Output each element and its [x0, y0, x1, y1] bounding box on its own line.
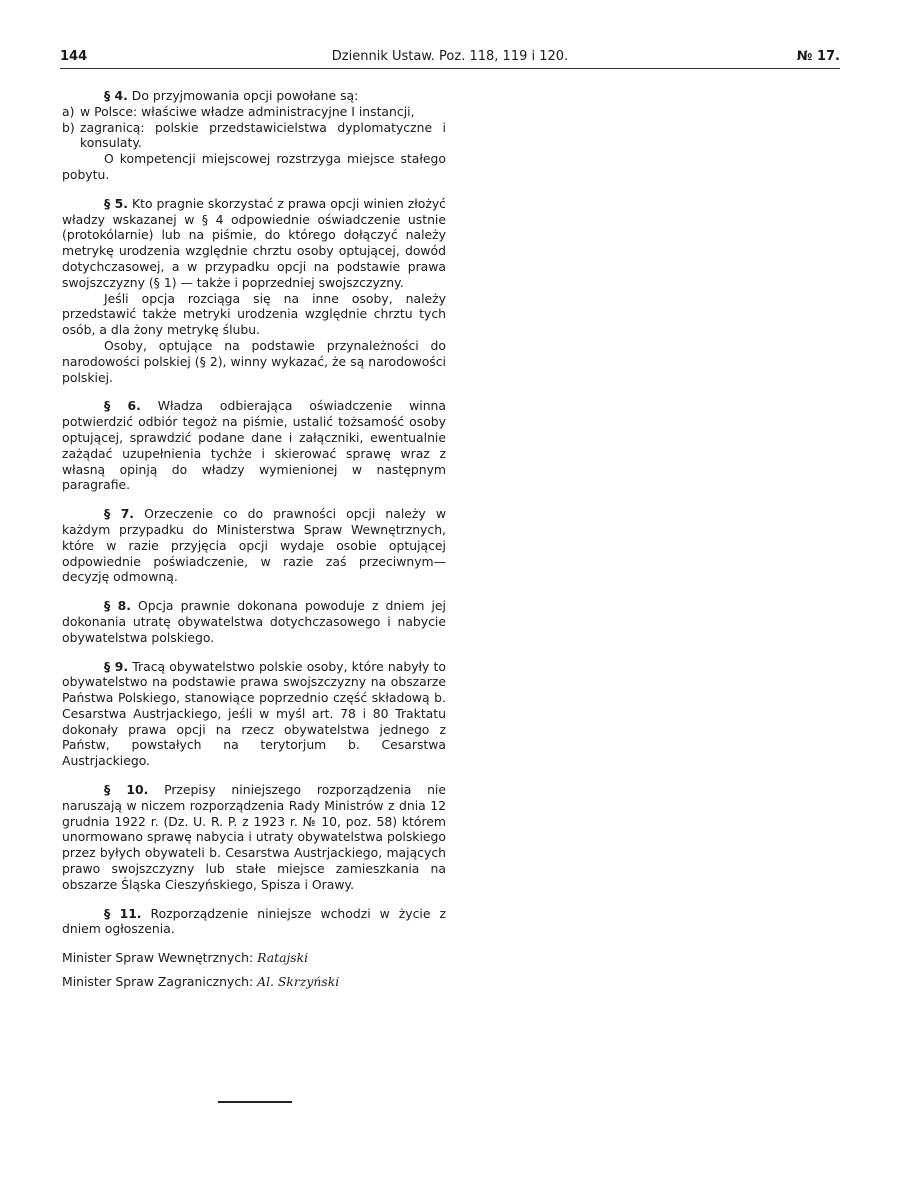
section-number: § 6.	[104, 398, 141, 414]
list-text: zagranicą: polskie przedstawicielstwa dyplomatyczne i konsulaty.	[80, 119, 446, 151]
section-number: § 7.	[104, 506, 135, 522]
text-column	[62, 88, 446, 990]
paragraph-text: Orzeczenie co do prawności opcji należy w każdym przypadku do Ministerstwa Spraw Wewnętrznych, które w razie przyjęcia opcji wydaje osobie optującej odpowiednie poświadczenie, w razie zaś przeciwnym—decyzję odmowną.	[62, 506, 446, 585]
paragraph-text: Opcja prawnie dokonana powoduje z dniem jej dokonania utratę obywatelstwa dotychczasowego i nabycie obywatelstwa polskiego.	[62, 598, 446, 645]
paragraph-text: Osoby, optujące na podstawie przynależności do narodowości polskiej (§ 2), winny wykazać, że są narodowości polskiej.	[62, 337, 446, 385]
paragraph-text: Władza odbierająca oświadczenie winna potwierdzić odbiór tegoż na piśmie, ustalić tożsamość osoby optującej, sprawdzić podane dane i załączniki, ewentualnie zażądać uzupełnienia tychże i skierować sprawę wraz z własną opinją do władzy wymienionej w następnym paragrafie.	[62, 398, 446, 493]
list-letter: b)	[62, 119, 75, 135]
paragraph-5	[62, 196, 446, 291]
issue-number: № 17.	[796, 49, 840, 64]
end-rule	[218, 1101, 292, 1103]
paragraph-text: O kompetencji miejscowej rozstrzyga miejsce stałego pobytu.	[62, 151, 446, 182]
section-number: § 10.	[104, 782, 149, 798]
paragraph-text: Kto pragnie skorzystać z prawa opcji winien złożyć władzy wskazanej w § 4 odpowiednie oświadczenie ustnie (protokólarnie) lub na piśmie, do którego dołączyć należy metrykę urodzenia względnie chrztu osoby optującej, dowód dotychczasowej, a w przypadku opcji na podstawie prawa swojszczyzny (§ 1) — także i poprzedniej swojszczyzny.	[62, 195, 446, 290]
list-text: w Polsce: właściwe władze administracyjne I instancji,	[80, 103, 415, 119]
section-number: § 5.	[104, 195, 128, 211]
list-item	[62, 104, 446, 120]
signature-name: Al. Skrzyński	[257, 974, 340, 990]
paragraph-4	[62, 88, 446, 104]
paragraph-text: Jeśli opcja rozciąga się na inne osoby, należy przedstawić także metryki urodzenia względnie chrztu tych osób, a dla żony metrykę ślubu.	[62, 290, 446, 338]
paragraph-text: Do przyjmowania opcji powołane są:	[131, 88, 359, 103]
signature-line	[62, 950, 446, 966]
paragraph-text: Tracą obywatelstwo polskie osoby, które nabyły to obywatelstwo na podstawie prawa swojszczyzny na obszarze Państwa Polskiego, stanowiące poprzednio część składową b. Cesarstwa Austrjackiego, jeśli w myśl art. 78 i 80 Traktatu dokonały prawa opcji na rzecz obywatelstwa jednego z Państw, powstałych na terytorjum b. Cesarstwa Austrjackiego.	[62, 658, 446, 769]
section-number: § 4.	[104, 88, 128, 103]
paragraph-11	[62, 906, 446, 938]
paragraph-text: Rozporządzenie niniejsze wchodzi w życie z dniem ogłoszenia.	[62, 905, 446, 937]
paragraph-text: Przepisy niniejszego rozporządzenia nie naruszają w niczem rozporządzenia Rady Ministrów z dnia 12 grudnia 1922 r. (Dz. U. R. P. z 1923 r. № 10, poz. 58) którem unormowano sprawę nabycia i utraty obywatelstwa polskiego przez byłych obywateli b. Cesarstwa Austrjackiego, mających prawo swojszczyzny lub stałe miejsce zamieszkania na obszarze Śląska Cieszyńskiego, Spisza i Orawy.	[62, 782, 446, 892]
signature-role: Minister Spraw Zagranicznych:	[62, 974, 254, 990]
paragraph-9	[62, 659, 446, 770]
section-number: § 9.	[104, 658, 129, 674]
list-letter: a)	[62, 103, 75, 119]
page-header	[60, 47, 840, 67]
paragraph-10	[62, 782, 446, 893]
signature-role: Minister Spraw Wewnętrznych:	[62, 950, 254, 966]
paragraph-8	[62, 598, 446, 645]
signature-name: Ratajski	[257, 950, 309, 966]
signature-line	[62, 974, 446, 990]
signature-block	[62, 950, 446, 990]
paragraph-7	[62, 506, 446, 585]
section-number: § 11.	[104, 905, 142, 921]
section-number: § 8.	[104, 598, 131, 614]
paragraph-6	[62, 398, 446, 493]
list-item	[62, 120, 446, 152]
header-rule	[60, 68, 840, 69]
journal-title: Dziennik Ustaw. Poz. 118, 119 i 120.	[331, 49, 569, 64]
page-number: 144	[60, 49, 88, 64]
